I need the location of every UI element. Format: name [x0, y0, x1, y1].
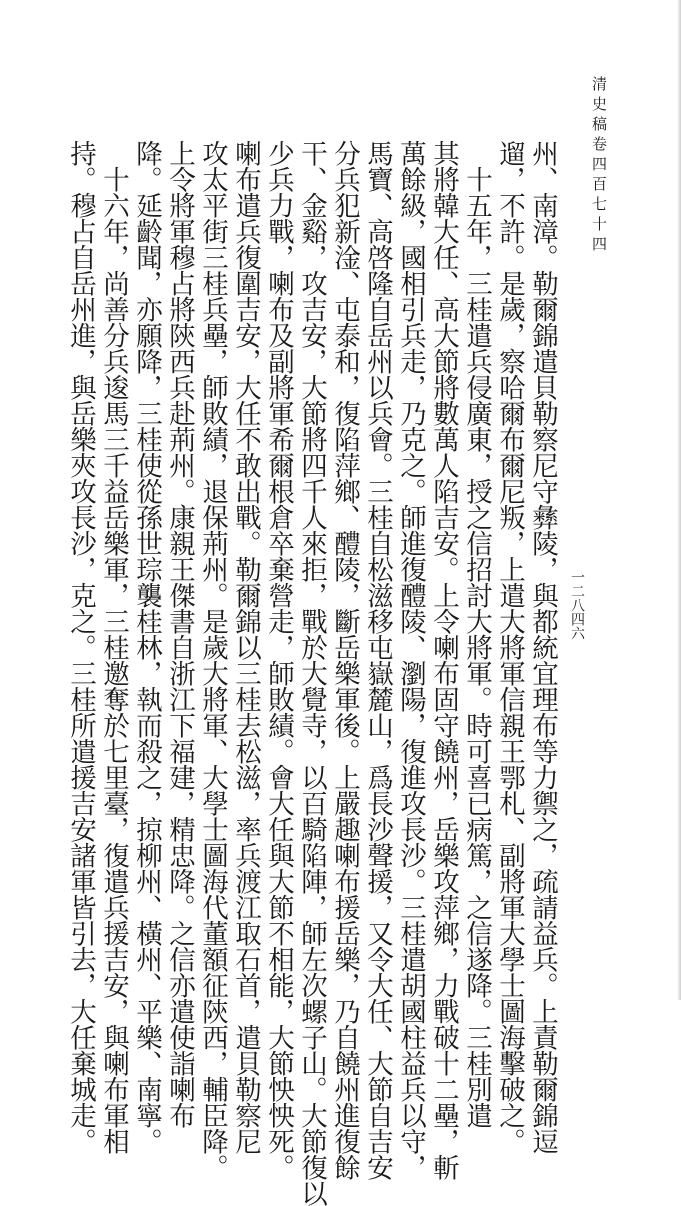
text-column: 喇布遣兵復圍吉安，大任不敢出戰。勒爾錦以三桂去松滋，率兵渡江取石首，遣貝勒察尼 [230, 140, 261, 1154]
text-column: 分兵犯新淦、屯泰和，復陷萍鄉、醴陵，斷岳樂軍後。上嚴趣喇布援岳樂，乃自饒州進復餘 [329, 140, 360, 1180]
text-column: 攻太平街三桂兵壘，師敗績，退保荊州。是歲大將軍、大學士圖海代董額征陝西，輔臣降。 [197, 140, 228, 1180]
text-column: 州、南漳。勒爾錦遣貝勒察尼守彝陵，與都統宜理布等力禦之，疏請益兵。上責勒爾錦逗 [527, 140, 558, 1154]
text-column: 萬餘級，國相引兵走，乃克之。師進復醴陵、瀏陽，復進攻長沙。三桂遣胡國柱益兵以守， [395, 140, 426, 1180]
text-column: 十五年，三桂遣兵侵廣東，授之信招討大將軍。時可喜已病篤，之信遂降。三桂別遣 [461, 166, 492, 1128]
text-column: 降。延齡聞，亦願降，三桂使從孫世琮襲桂林，執而殺之，掠柳州、橫州、平樂、南寧。 [131, 140, 162, 1154]
text-column: 十六年，尚善分兵逡馬三千益岳樂軍，三桂邀奪於七里臺，復遣兵援吉安，與喇布軍相 [98, 166, 129, 1154]
text-column: 馬寶、高啓隆自岳州以兵會。三桂自松滋移屯嶽麓山，爲長沙聲援，又令大任、大節自吉安 [362, 140, 393, 1180]
page-header-title: 清史稿卷四百七十四 [590, 76, 608, 256]
text-column: 其將韓大任、高大節將數萬人陷吉安。上令喇布固守饒州，岳樂攻萍鄉，力戰破十二壘，斬 [428, 140, 459, 1180]
page-number: 一二八四六 [569, 570, 585, 640]
text-column: 遛，不許。是歲，察哈爾布爾尼叛，上遣大將軍信親王鄂札、副將軍大學士圖海擊破之。 [494, 140, 525, 1154]
text-column: 少兵力戰，喇布及副將軍希爾根倉卒棄營走，師敗績。會大任與大節不相能，大節怏怏死。 [263, 140, 294, 1180]
text-column: 干、金谿，攻吉安，大節將四千人來拒，戰於大覺寺，以百騎陷陣，師左次螺子山。大節復以 [296, 140, 327, 1206]
text-column: 上令將軍穆占將陝西兵赴荊州。康親王傑書自浙江下福建，精忠降。之信亦遣使詣喇布 [164, 140, 195, 1128]
text-column: 持。穆占自岳州進，與岳樂夾攻長沙，克之。三桂所遣援吉安諸軍皆引去，大任棄城走。 [65, 140, 96, 1154]
page-edge-shadow [677, 0, 681, 1000]
